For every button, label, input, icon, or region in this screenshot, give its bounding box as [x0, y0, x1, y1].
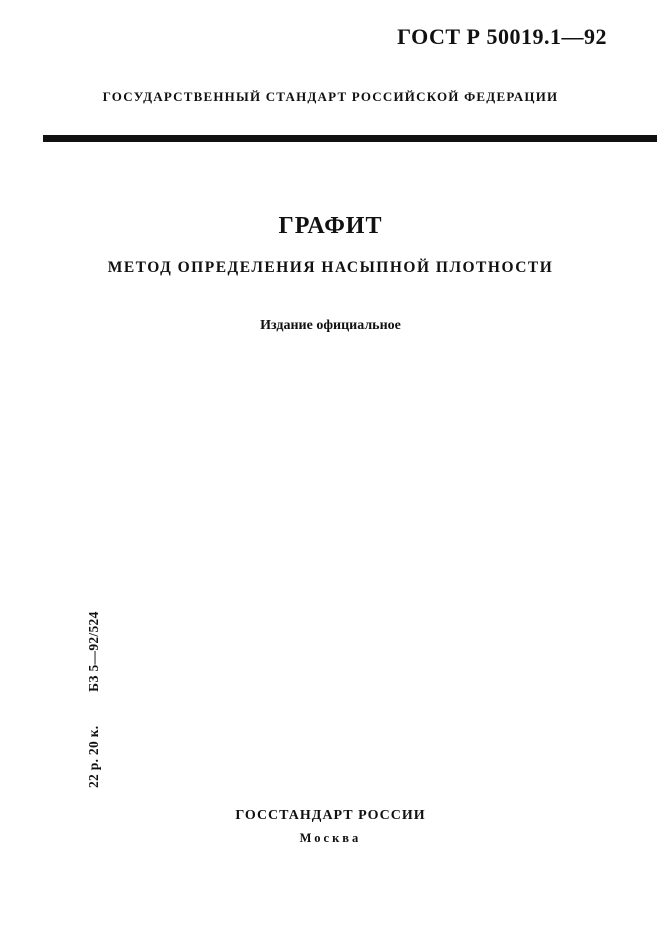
publication-city: Москва: [299, 831, 362, 845]
side-print-info: [86, 558, 102, 788]
edition-note: Издание официальное: [260, 318, 401, 333]
document-title: ГРАФИТ: [278, 213, 383, 239]
order-code: БЗ 5—92/524: [86, 611, 101, 692]
price-label: 22 р. 20 к.: [86, 725, 101, 788]
gost-number: ГОСТ Р 50019.1—92: [397, 24, 607, 49]
publisher: ГОССТАНДАРТ РОССИИ: [235, 808, 426, 823]
document-subtitle: МЕТОД ОПРЕДЕЛЕНИЯ НАСЫПНОЙ ПЛОТНОСТИ: [107, 259, 554, 276]
header-divider: [43, 135, 657, 142]
standard-type-heading: ГОСУДАРСТВЕННЫЙ СТАНДАРТ РОССИЙСКОЙ ФЕДЕРАЦИИ: [102, 89, 559, 104]
